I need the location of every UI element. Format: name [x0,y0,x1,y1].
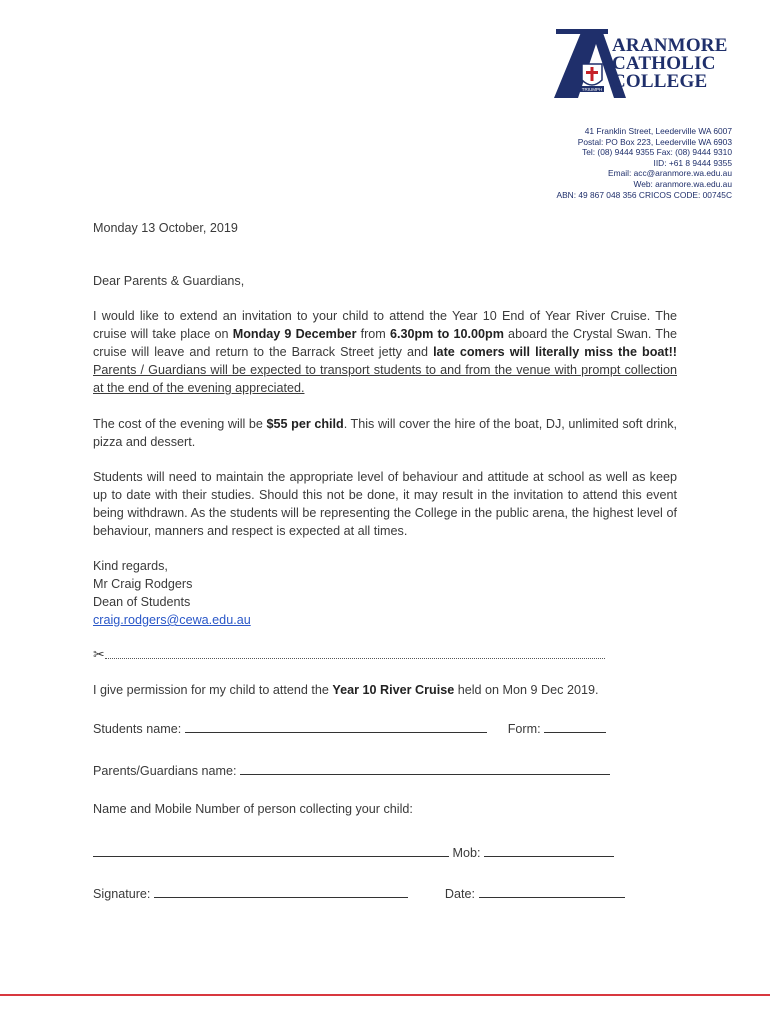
cost-amount: $55 per child [266,417,344,431]
scissors-icon: ✂ [93,646,105,662]
crest-motto: TRIUMPH [581,87,603,92]
address-iid: IID: +61 8 9444 9355 [653,157,732,168]
student-name-row [93,720,606,736]
signature-row [93,885,625,901]
collector-name-field[interactable] [93,844,449,857]
student-name-label: Students name: [93,722,182,736]
date-field[interactable] [479,885,625,898]
address-abn: ABN: 49 867 048 356 CRICOS CODE: 00745C [556,189,732,200]
student-name-field[interactable] [185,720,487,733]
letter-greeting: Dear Parents & Guardians, [93,274,245,288]
signature-label: Signature: [93,887,151,901]
dotted-divider [105,648,605,659]
footer-divider [0,994,770,996]
logo-word-3: COLLEGE [612,71,708,92]
signer-name: Mr Craig Rodgers [93,577,193,591]
address-email: Email: acc@aranmore.wa.edu.au [608,168,732,179]
collector-row [93,844,614,860]
address-web: Web: aranmore.wa.edu.au [633,178,732,189]
signer-title: Dean of Students [93,595,191,609]
signature-field[interactable] [154,885,408,898]
event-name: Year 10 River Cruise [332,683,455,697]
signer-email-link[interactable]: craig.rodgers@cewa.edu.au [93,613,251,627]
mob-label: Mob: [452,846,481,860]
form-field[interactable] [544,720,606,733]
parent-name-field[interactable] [240,762,610,775]
letter-date: Monday 13 October, 2019 [93,221,238,235]
transport-note: Parents / Guardians will be expected to transport students to and from the venue with prompt collection at the end of the evening appreciated. [93,363,677,395]
mobile-field[interactable] [484,844,614,857]
cruise-time: 6.30pm to 10.00pm [389,327,504,341]
parent-name-row [93,762,610,778]
form-label: Form: [507,722,541,736]
logo-word-1: ARANMORE [612,35,728,56]
date-label: Date: [444,887,476,901]
logo-word-2: CATHOLIC [612,53,716,74]
cruise-date: Monday 9 December [232,327,357,341]
address-tel-fax: Tel: (08) 9444 9355 Fax: (08) 9444 9310 [582,147,732,158]
address-postal: Postal: PO Box 223, Leederville WA 6903 [577,136,732,147]
paragraph-behaviour: Students will need to maintain the appropriate level of behaviour and attitude at school as well as keep up to date with their studies. Should this not be done, it may result in the invitation to attend this event being withdrawn. As the students will be representing the College in the public arena, the highest level of behaviour, manners and respect is expected at all times. [93,470,677,538]
address-street: 41 Franklin Street, Leederville WA 6007 [584,126,732,136]
cut-line [93,646,605,663]
permission-statement: I give permission for my child to attend the Year 10 River Cruise held on Mon 9 Dec 2019. [93,683,599,697]
late-warning: late comers will literally miss the boat!! [433,345,677,359]
paragraph-invitation: I would like to extend an invitation to your child to attend the Year 10 End of Year River Cruise. The cruise will take place on Monday 9 December from 6.30pm to 10.00pm aboard the Crystal Swan. The cruise will leave and return to the Barrack Street jetty and late comers will literally miss the boat!! Parents / Guardians will be expected to transport students to and from the venue with prompt collection at the end of the evening appreciated. [93,309,677,395]
collector-label: Name and Mobile Number of person collecting your child: [93,802,413,816]
parent-name-label: Parents/Guardians name: [93,764,237,778]
signoff: Kind regards, [93,559,168,573]
college-address [556,126,732,200]
paragraph-cost: The cost of the evening will be $55 per child. This will cover the hire of the boat, DJ, unlimited soft drink, pizza and dessert. [93,417,677,449]
